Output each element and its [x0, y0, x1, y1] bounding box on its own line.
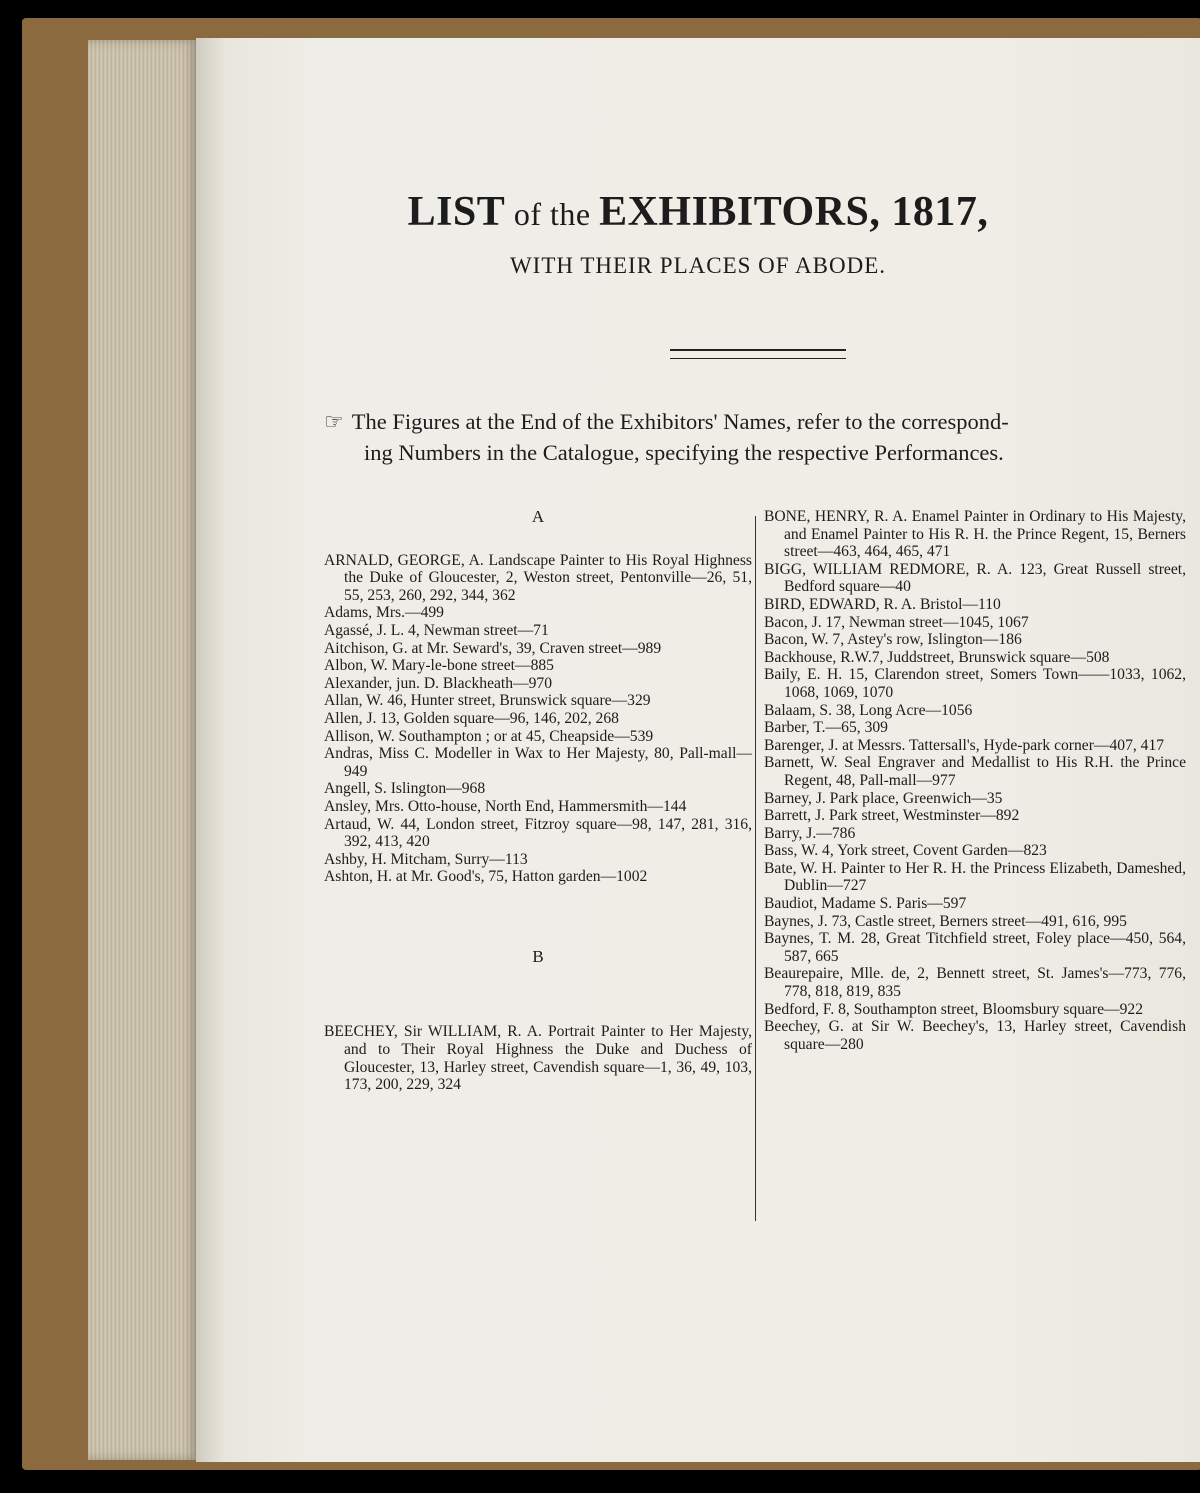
list-item: Bedford, F. 8, Southampton street, Bloomsbury square—922 [764, 1000, 1144, 1018]
list-item: Allison, W. Southampton ; or at 45, Cheapside—539 [324, 727, 654, 745]
spacer [324, 886, 752, 948]
list-item: BEECHEY, Sir WILLIAM, R. A. Portrait Painter to Her Majesty, and to Their Royal Highness the Duke and Duchess of Gloucester, 13, Harley street, Cavendish square—1, 36, 49, 103, 173, 200, 229, 324 [324, 1023, 752, 1094]
list-item: Baynes, J. 73, Castle street, Berners street—491, 616, 995 [764, 912, 1127, 930]
list-item: ARNALD, GEORGE, A. Landscape Painter to His Royal Highness the Duke of Gloucester, 2, Weston street, Pentonville—26, 51, 55, 253, 260, 292, 344, 362 [324, 551, 752, 604]
title-exhibitors: EXHIBITORS, 1817, [599, 189, 989, 235]
list-item: Barry, J.—786 [764, 824, 856, 842]
list-item: Beaurepaire, Mlle. de, 2, Bennett street, St. James's—773, 776, 778, 818, 819, 835 [764, 965, 1186, 1001]
list-item: Agassé, J. L. 4, Newman street—71 [324, 621, 549, 639]
list-item: Barrett, J. Park street, Westminster—892 [764, 807, 1020, 825]
list-item: Andras, Miss C. Modeller in Wax to Her Majesty, 80, Pall-mall—949 [324, 745, 752, 780]
list-item: Balaam, S. 38, Long Acre—1056 [764, 701, 973, 719]
title-rule [670, 349, 846, 359]
book-page [196, 38, 1200, 1462]
list-item: Baily, E. H. 15, Clarendon street, Somers Town——1033, 1062, 1068, 1069, 1070 [764, 666, 1186, 701]
catalogue-note [324, 406, 1186, 468]
list-item: Barber, T.—65, 309 [764, 719, 888, 737]
list-item: Ansley, Mrs. Otto-house, North End, Hammersmith—144 [324, 797, 687, 815]
note-line-2: ing Numbers in the Catalogue, specifying the respective Performances. [364, 440, 1004, 465]
list-item: Beechey, G. at Sir W. Beechey's, 13, Harley street, Cavendish square—280 [764, 1018, 1186, 1053]
list-item: Albon, W. Mary-le-bone street—885 [324, 657, 554, 675]
list-item: Barnett, W. Seal Engraver and Medallist to His R.H. the Prince Regent, 48, Pall-mall—977 [764, 754, 1186, 789]
list-item: Allan, W. 46, Hunter street, Brunswick square—329 [324, 692, 651, 710]
page-subtitle: WITH THEIR PLACES OF ABODE. [509, 253, 887, 278]
left-column [324, 508, 752, 1094]
section-b-list [324, 1023, 752, 1093]
list-item: Aitchison, G. at Mr. Seward's, 39, Craven street—989 [324, 639, 662, 657]
note-line-1: The Figures at the End of the Exhibitors' Names, refer to the correspond- [351, 409, 1009, 434]
list-item: Bate, W. H. Painter to Her R. H. the Princess Elizabeth, Dameshed, Dublin—727 [764, 859, 1186, 895]
list-item: Bacon, J. 17, Newman street—1045, 1067 [764, 613, 1029, 631]
section-letter-a: A [531, 507, 545, 526]
list-item: Artaud, W. 44, London street, Fitzroy square—98, 147, 281, 316, 392, 413, 420 [324, 815, 752, 851]
list-item: Ashby, H. Mitcham, Surry—113 [324, 850, 528, 868]
list-item: BONE, HENRY, R. A. Enamel Painter in Ordinary to His Majesty, and Enamel Painter to His R. H. the Prince Regent, 15, Berners street—463, 464, 465, 471 [764, 508, 1186, 561]
list-item: Adams, Mrs.—499 [324, 604, 444, 622]
section-a-list [324, 552, 752, 886]
list-item: Baudiot, Madame S. Paris—597 [764, 895, 967, 913]
list-item: Alexander, jun. D. Blackheath—970 [324, 674, 553, 692]
title-list: LIST [407, 189, 506, 235]
spacer [324, 991, 752, 1023]
title-of-the: of the [505, 196, 600, 232]
list-item: Allen, J. 13, Golden square—96, 146, 202, 268 [324, 709, 619, 727]
list-item: Ashton, H. at Mr. Good's, 75, Hatton garden—1002 [324, 868, 648, 886]
list-item: Angell, S. Islington—968 [324, 780, 486, 798]
list-item: Barney, J. Park place, Greenwich—35 [764, 789, 1003, 807]
page-edges [88, 40, 198, 1460]
list-item: Backhouse, R.W.7, Juddstreet, Brunswick square—508 [764, 648, 1110, 666]
list-item: Barenger, J. at Messrs. Tattersall's, Hyde-park corner—407, 417 [764, 736, 1165, 754]
list-item: Bass, W. 4, York street, Covent Garden—823 [764, 842, 1047, 860]
page-title [196, 188, 1200, 236]
pointing-hand-icon: ☞ [324, 409, 344, 434]
list-item: Bacon, W. 7, Astey's row, Islington—186 [764, 631, 1022, 649]
list-item: BIGG, WILLIAM REDMORE, R. A. 123, Great Russell street, Bedford square—40 [764, 560, 1186, 596]
section-letter-b: B [532, 946, 544, 966]
list-item: Baynes, T. M. 28, Great Titchfield street, Foley place—450, 564, 587, 665 [764, 930, 1186, 965]
column-divider [755, 516, 756, 1221]
right-column [764, 508, 1186, 1053]
list-item: BIRD, EDWARD, R. A. Bristol—110 [764, 595, 1001, 613]
